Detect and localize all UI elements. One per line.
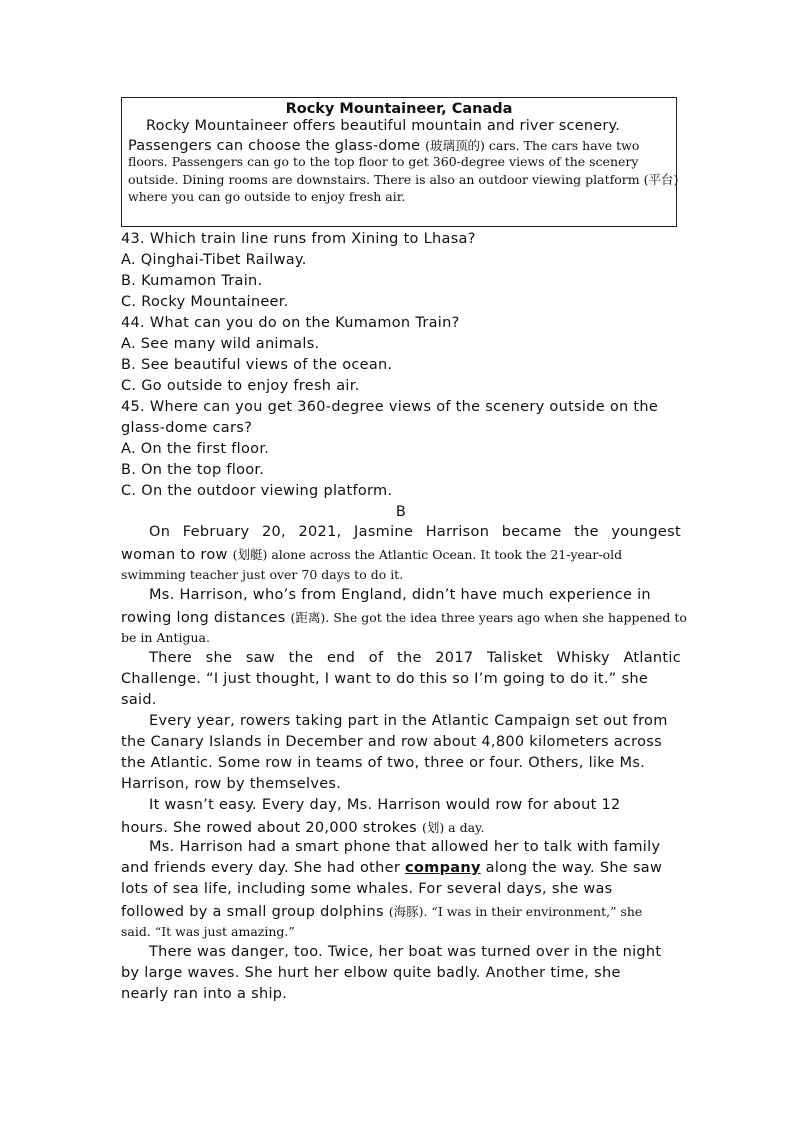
p5-line-2 <box>121 816 681 837</box>
p6-line-4-a: followed by a small group dolphins <box>121 904 389 920</box>
p1-line-2-b: (划艇) alone across the Atlantic Ocean. It took the 21-year-old <box>232 547 623 562</box>
p5-line-2-a: hours. She rowed about 20,000 strokes <box>121 820 422 836</box>
p1-line-1: On February 20, 2021, Jasmine Harrison became the youngest <box>149 524 681 540</box>
p4-line-1: Every year, rowers taking part in the Atlantic Campaign set out from <box>149 713 668 729</box>
p3-line-1: There she saw the end of the 2017 Talisket Whisky Atlantic <box>149 650 681 666</box>
option-45-b: B. On the top floor. <box>121 462 265 478</box>
box-line-2-a: Passengers can choose the glass-dome <box>128 137 426 154</box>
rocky-mountaineer-box <box>121 97 677 227</box>
question-45-cont: glass-dome cars? <box>121 420 253 436</box>
option-43-a: A. Qinghai-Tibet Railway. <box>121 252 307 268</box>
box-title: Rocky Mountaineer, Canada <box>285 101 513 117</box>
questions-block <box>121 229 681 523</box>
question-43: 43. Which train line runs from Xining to Lhasa? <box>121 231 476 247</box>
p4-line-3: the Atlantic. Some row in teams of two, three or four. Others, like Ms. <box>121 755 646 771</box>
passage-b <box>121 522 687 1005</box>
section-label-b: B <box>395 504 407 520</box>
p2-line-3: be in Antigua. <box>121 630 210 645</box>
p2-line-1: Ms. Harrison, who’s from England, didn’t have much experience in <box>149 587 651 603</box>
p3-line-3: said. <box>121 692 157 708</box>
company-underlined-word: company <box>405 860 481 876</box>
p5-line-1: It wasn’t easy. Every day, Ms. Harrison would row for about 12 <box>149 797 621 813</box>
p2-line-2-b: (距离). She got the idea three years ago when she happened to <box>290 610 687 625</box>
p6-line-5: said. “It was just amazing.” <box>121 924 295 939</box>
p6-line-1: Ms. Harrison had a smart phone that allowed her to talk with family <box>149 839 661 855</box>
box-line-5: where you can go outside to enjoy fresh air. <box>128 189 406 204</box>
p2-line-2 <box>121 606 687 627</box>
p1-line-3: swimming teacher just over 70 days to do it. <box>121 567 404 582</box>
p6-line-2-c: along the way. She saw <box>480 860 663 876</box>
p4-line-4: Harrison, row by themselves. <box>121 776 342 792</box>
option-45-a: A. On the first floor. <box>121 441 270 457</box>
p7-line-1: There was danger, too. Twice, her boat was turned over in the night <box>149 944 662 960</box>
option-43-b: B. Kumamon Train. <box>121 273 263 289</box>
box-line-2-b: (玻璃顶的) cars. The cars have two <box>425 137 640 153</box>
p6-line-4-b: (海豚). “I was in their environment,” she <box>388 904 643 919</box>
option-44-a: A. See many wild animals. <box>121 336 320 352</box>
box-line-1: Rocky Mountaineer offers beautiful mountain and river scenery. <box>146 118 621 134</box>
box-line-3: floors. Passengers can go to the top floor to get 360-degree views of the scenery <box>128 154 639 169</box>
question-44: 44. What can you do on the Kumamon Train? <box>121 315 460 331</box>
p6-line-4 <box>121 900 681 921</box>
p2-line-2-a: rowing long distances <box>121 610 291 626</box>
p6-line-2-a: and friends every day. She had other <box>121 860 406 876</box>
option-43-c: C. Rocky Mountaineer. <box>121 294 289 310</box>
box-line-2 <box>128 136 670 154</box>
option-45-c: C. On the outdoor viewing platform. <box>121 483 393 499</box>
p7-line-3: nearly ran into a ship. <box>121 986 288 1002</box>
p6-line-2 <box>121 858 681 879</box>
p6-line-3: lots of sea life, including some whales. For several days, she was <box>121 881 613 897</box>
p5-line-2-b: (划) a day. <box>421 820 485 835</box>
p7-line-2: by large waves. She hurt her elbow quite badly. Another time, she <box>121 965 621 981</box>
p1-line-2-a: woman to row <box>121 547 233 563</box>
option-44-b: B. See beautiful views of the ocean. <box>121 357 393 373</box>
p1-line-2 <box>121 543 681 564</box>
option-44-c: C. Go outside to enjoy fresh air. <box>121 378 360 394</box>
box-line-4: outside. Dining rooms are downstairs. There is also an outdoor viewing platform (平台) <box>128 171 679 187</box>
question-45: 45. Where can you get 360-degree views of the scenery outside on the <box>121 399 659 415</box>
p3-line-2: Challenge. “I just thought, I want to do this so I’m going to do it.” she <box>121 671 649 687</box>
p4-line-2: the Canary Islands in December and row about 4,800 kilometers across <box>121 734 662 750</box>
